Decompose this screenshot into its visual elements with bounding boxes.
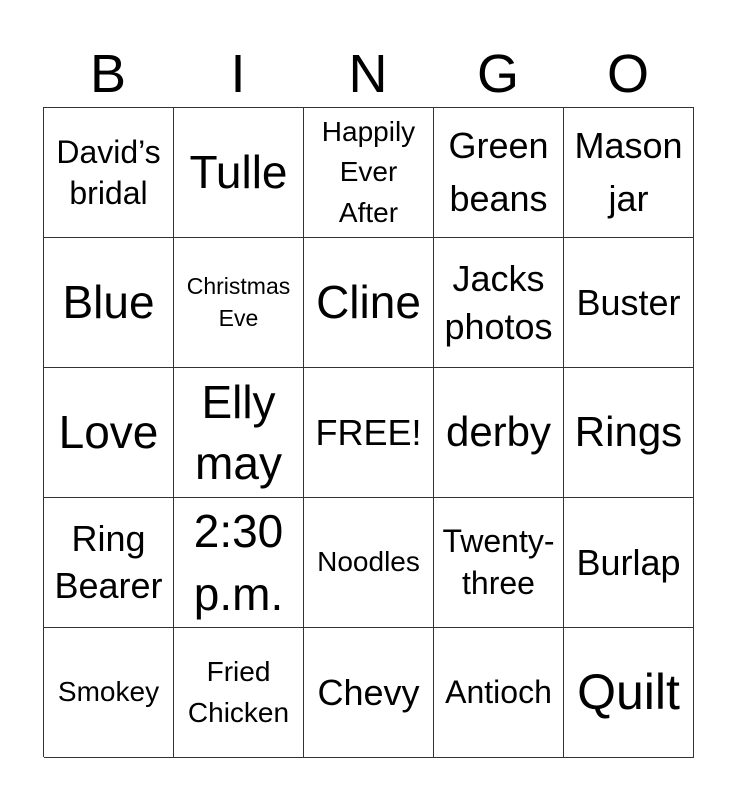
cell-text: David’s bridal (56, 133, 161, 211)
cell-text: Twenty- three (442, 522, 555, 601)
cell-text: Quilt (577, 664, 680, 720)
bingo-cell[interactable] (564, 108, 694, 238)
cell-text: Love (58, 406, 159, 459)
cell-text: 2:30 p.m. (193, 505, 284, 620)
header-letter-o: O (606, 44, 649, 104)
bingo-cell[interactable] (434, 238, 564, 368)
cell-text: Christmas Eve (186, 273, 291, 331)
bingo-cell[interactable] (174, 498, 304, 628)
cell-text: Happily Ever After (321, 115, 416, 228)
bingo-cell[interactable] (174, 238, 304, 368)
bingo-header (43, 40, 693, 108)
header-letter-i: I (230, 44, 246, 104)
bingo-cell[interactable] (434, 108, 564, 238)
bingo-cell[interactable] (174, 628, 304, 758)
cell-text: Burlap (576, 541, 681, 583)
cell-text: Buster (576, 281, 681, 323)
cell-text: Noodles (317, 546, 420, 578)
cell-text: Elly may (195, 375, 282, 489)
bingo-cell[interactable] (44, 628, 174, 758)
cell-text: Tulle (189, 146, 288, 199)
bingo-cell[interactable] (44, 368, 174, 498)
cell-text: derby (445, 408, 552, 456)
header-letter-b: B (89, 44, 127, 104)
cell-text: Green beans (448, 125, 549, 219)
bingo-cell[interactable] (564, 498, 694, 628)
cell-text: Ring Bearer (54, 517, 163, 606)
header-letter-n: N (348, 44, 388, 104)
cell-text: Cline (316, 276, 421, 329)
header-letter-g: G (476, 44, 519, 104)
cell-text: FREE! (315, 411, 422, 453)
bingo-cell[interactable] (434, 628, 564, 758)
bingo-cell[interactable] (304, 628, 434, 758)
bingo-cell[interactable] (564, 628, 694, 758)
bingo-cell[interactable] (564, 368, 694, 498)
cell-text: Mason jar (574, 125, 683, 219)
bingo-cell[interactable] (174, 368, 304, 498)
cell-text: Chevy (317, 671, 420, 713)
bingo-cell[interactable] (434, 368, 564, 498)
bingo-cell[interactable] (304, 108, 434, 238)
cell-text: Blue (62, 276, 155, 329)
cell-text: Antioch (445, 673, 552, 710)
cell-text: Smokey (57, 676, 160, 708)
bingo-cell[interactable] (564, 238, 694, 368)
cell-text: Rings (574, 408, 683, 456)
bingo-cell[interactable] (174, 108, 304, 238)
cell-text: Jacks photos (444, 257, 553, 347)
bingo-cell[interactable] (304, 238, 434, 368)
bingo-card (43, 107, 694, 757)
free-space[interactable] (304, 368, 434, 498)
bingo-cell[interactable] (44, 108, 174, 238)
bingo-cell[interactable] (434, 498, 564, 628)
bingo-cell[interactable] (304, 498, 434, 628)
cell-text: Fried Chicken (187, 655, 290, 728)
bingo-cell[interactable] (44, 238, 174, 368)
bingo-cell[interactable] (44, 498, 174, 628)
